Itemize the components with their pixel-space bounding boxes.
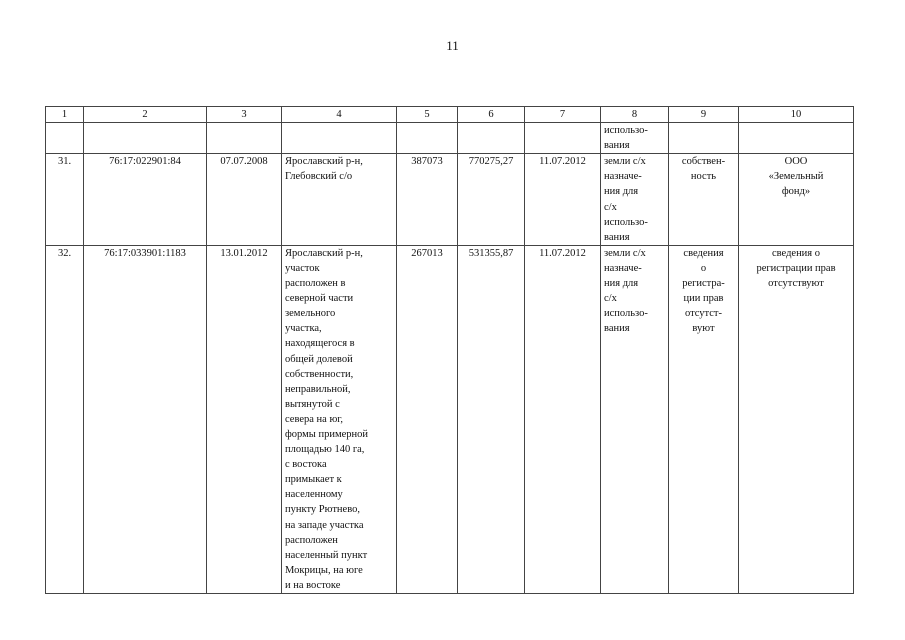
column-5-value: 387073 xyxy=(397,154,458,246)
column-number: 9 xyxy=(669,107,739,123)
land-registry-table xyxy=(45,106,854,594)
column-number-row xyxy=(46,107,854,123)
table-row xyxy=(46,154,854,246)
rights-holder: ООО «Земельный фонд» xyxy=(739,154,854,246)
rights-type: сведения о регистра- ции прав отсутст- вуют xyxy=(669,245,739,593)
column-number: 7 xyxy=(525,107,601,123)
column-number: 1 xyxy=(46,107,84,123)
column-number: 4 xyxy=(282,107,397,123)
rights-type: собствен- ность xyxy=(669,154,739,246)
table-row xyxy=(46,245,854,593)
column-7-date: 11.07.2012 xyxy=(525,245,601,593)
registration-date: 07.07.2008 xyxy=(207,154,282,246)
column-number: 10 xyxy=(739,107,854,123)
land-category: земли с/х назначе- ния для с/х использо- вания xyxy=(601,245,669,593)
rights-holder: сведения о регистрации прав отсутствуют xyxy=(739,245,854,593)
cadastral-number: 76:17:033901:1183 xyxy=(84,245,207,593)
continuation-row xyxy=(46,123,854,154)
registration-date: 13.01.2012 xyxy=(207,245,282,593)
column-6-value: 770275,27 xyxy=(458,154,525,246)
page-number: 11 xyxy=(446,38,459,53)
column-number: 5 xyxy=(397,107,458,123)
column-number: 3 xyxy=(207,107,282,123)
location-description: Ярославский р-н, участок расположен в северной части земельного участка, находящегося в общей долевой собственности, неправильной, вытянутой с севера на юг, формы примерной площадью 140 га, с востока примыкает к населенному пункту Рютнево, на западе участка расположен населенный пункт Мокрицы, на юге и на востоке xyxy=(282,245,397,593)
land-category: земли с/х назначе- ния для с/х использо- вания xyxy=(601,154,669,246)
column-number: 8 xyxy=(601,107,669,123)
column-number: 2 xyxy=(84,107,207,123)
column-5-value: 267013 xyxy=(397,245,458,593)
continued-category-cell: использо- вания xyxy=(601,123,669,154)
row-number: 31. xyxy=(46,154,84,246)
column-6-value: 531355,87 xyxy=(458,245,525,593)
cadastral-number: 76:17:022901:84 xyxy=(84,154,207,246)
row-number: 32. xyxy=(46,245,84,593)
location-description: Ярославский р-н, Глебовский с/о xyxy=(282,154,397,246)
column-number: 6 xyxy=(458,107,525,123)
column-7-date: 11.07.2012 xyxy=(525,154,601,246)
